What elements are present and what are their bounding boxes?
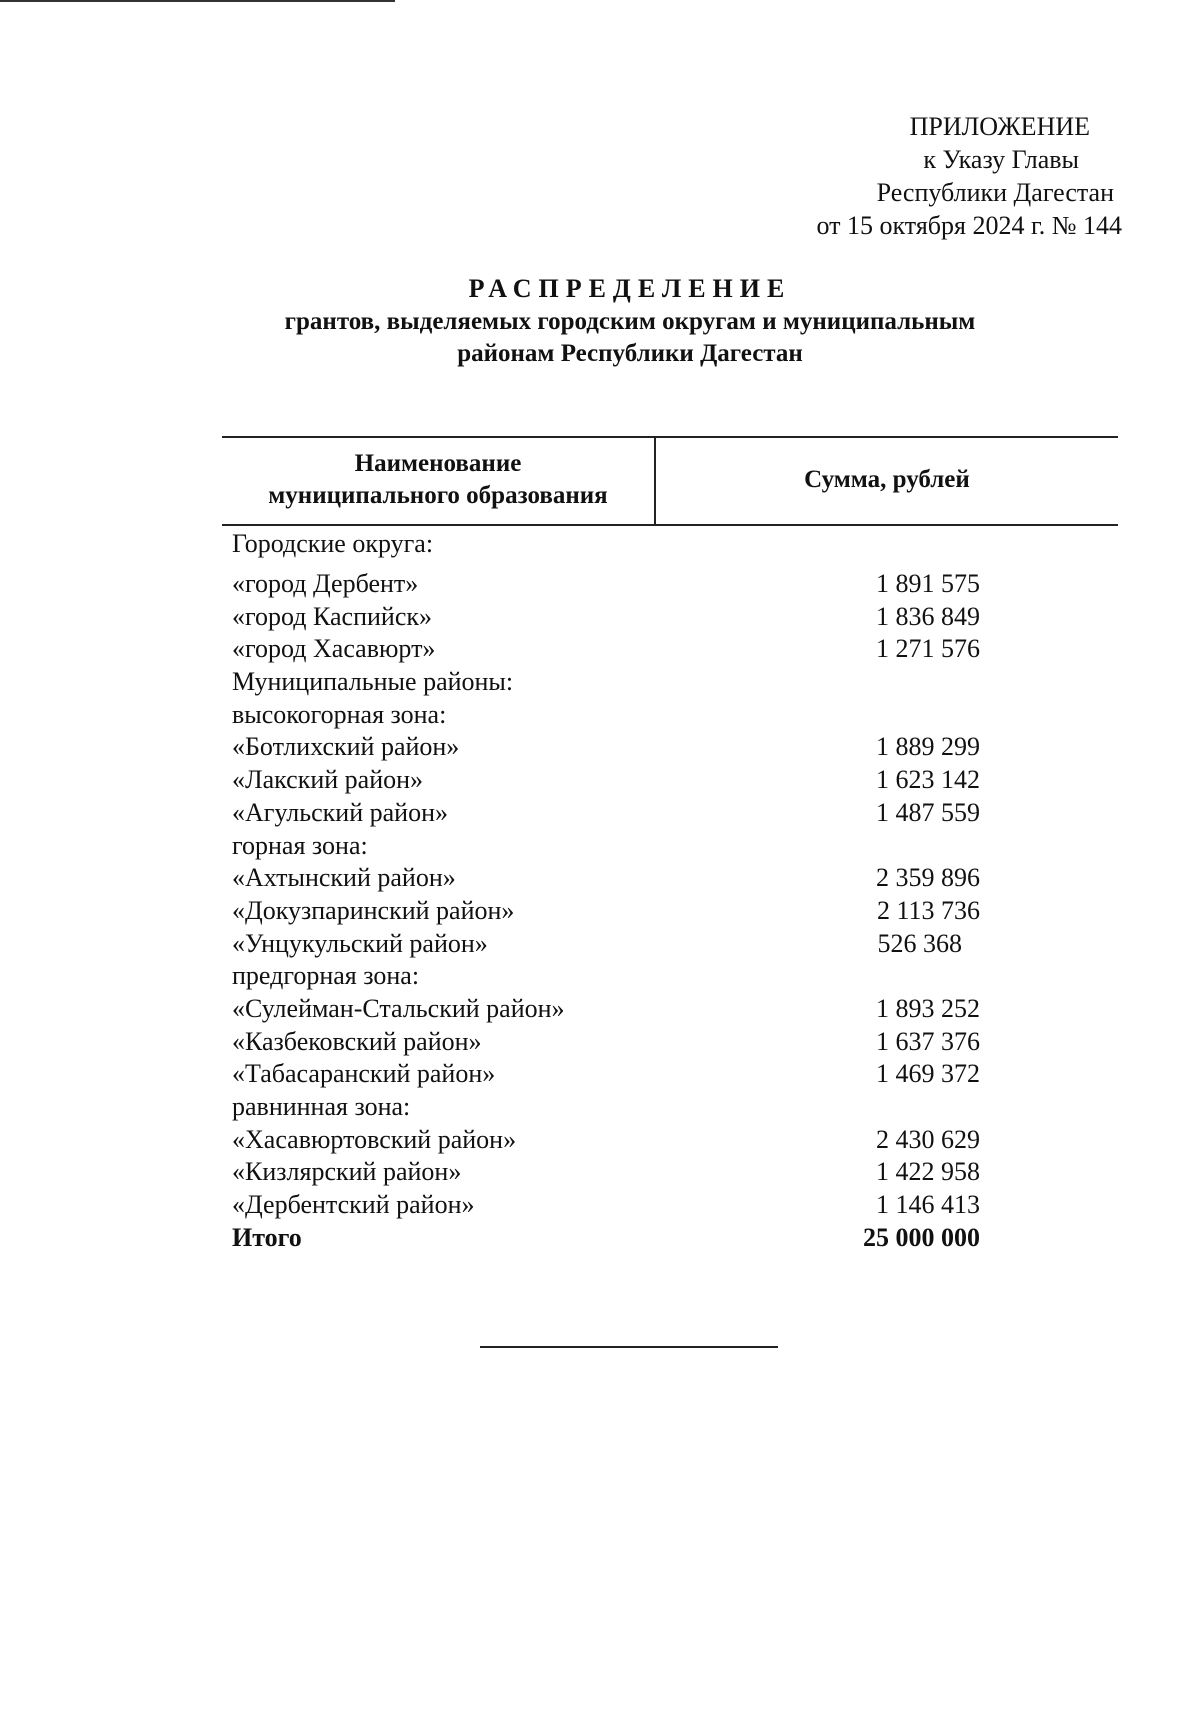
attachment-decree: к Указу Главы	[923, 145, 1079, 174]
table-row	[222, 666, 1118, 699]
table-body	[222, 528, 1118, 1254]
table-row	[222, 568, 1118, 601]
table-row	[222, 731, 1118, 764]
row-value: 1 271 576	[876, 634, 980, 664]
row-name: горная зона:	[232, 830, 368, 860]
row-value: 526 368	[877, 928, 962, 958]
table-total-row	[222, 1222, 1118, 1255]
row-name: Городские округа:	[232, 529, 434, 558]
row-name: Муниципальные районы:	[232, 667, 514, 697]
total-value: 25 000 000	[863, 1222, 980, 1252]
row-name: «город Хасавюрт»	[232, 634, 436, 664]
row-name: «Хасавюртовский район»	[232, 1124, 517, 1154]
title-subtitle-line1: грантов, выделяемых городским округам и муниципальным	[284, 308, 976, 335]
row-value: 1 893 252	[876, 993, 980, 1023]
grants-table	[222, 436, 1118, 1252]
column-header-sum: Сумма, рублей	[804, 466, 970, 493]
title-subtitle-line2: районам Республики Дагестан	[457, 340, 803, 367]
row-value: 1 469 372	[876, 1059, 980, 1089]
row-name: предгорная зона:	[232, 961, 420, 991]
table-row	[222, 699, 1118, 732]
attachment-header	[662, 110, 1122, 242]
row-name: «Дербентский район»	[232, 1190, 475, 1220]
row-name: «город Каспийск»	[232, 601, 432, 631]
column-header-name	[222, 448, 654, 512]
table-row	[222, 1058, 1118, 1091]
row-value: 2 359 896	[876, 863, 980, 893]
document-title	[150, 272, 1110, 370]
row-value: 1 623 142	[876, 765, 980, 795]
column-header-name-line1: Наименование	[354, 450, 522, 477]
table-row	[222, 1026, 1118, 1059]
row-value: 1 891 575	[876, 569, 980, 598]
row-name: «Агульский район»	[232, 797, 448, 827]
table-row	[222, 928, 1118, 961]
row-name: высокогорная зона:	[232, 699, 447, 729]
table-row	[222, 993, 1118, 1026]
total-label: Итого	[232, 1222, 302, 1252]
row-name: «Казбековский район»	[232, 1026, 482, 1056]
table-row	[222, 601, 1118, 634]
row-value: 1 422 958	[876, 1157, 980, 1187]
attachment-republic: Республики Дагестан	[876, 178, 1114, 207]
row-name: «Унцукульский район»	[232, 928, 488, 958]
row-name: «Табасаранский район»	[232, 1059, 496, 1089]
table-row	[222, 960, 1118, 993]
title-main: РАСПРЕДЕЛЕНИЕ	[468, 274, 792, 303]
row-value: 1 487 559	[876, 797, 980, 827]
row-value: 1 637 376	[876, 1026, 980, 1056]
row-name: «Ботлихский район»	[232, 732, 460, 762]
table-row	[222, 797, 1118, 830]
table-row	[222, 633, 1118, 666]
table-header	[222, 436, 1118, 526]
table-row	[222, 830, 1118, 863]
row-value: 2 113 736	[876, 895, 980, 925]
table-row	[222, 528, 1118, 568]
table-row	[222, 895, 1118, 928]
column-header-name-line2: муниципального образования	[268, 482, 608, 509]
row-name: «Докузпаринский район»	[232, 895, 515, 925]
row-value: 1 889 299	[876, 732, 980, 762]
row-name: «город Дербент»	[232, 569, 419, 598]
attachment-title: ПРИЛОЖЕНИЕ	[909, 112, 1090, 141]
closing-separator-line	[480, 1346, 778, 1348]
table-row	[222, 862, 1118, 895]
row-name: «Кизлярский район»	[232, 1157, 462, 1187]
table-row	[222, 1156, 1118, 1189]
attachment-date-number: от 15 октября 2024 г. № 144	[816, 211, 1122, 240]
top-edge-line	[0, 0, 395, 2]
row-value: 2 430 629	[876, 1124, 980, 1154]
table-row	[222, 764, 1118, 797]
row-name: равнинная зона:	[232, 1092, 411, 1121]
table-row	[222, 1189, 1118, 1222]
row-name: «Сулейман-Стальский район»	[232, 993, 565, 1023]
row-name: «Лакский район»	[232, 765, 424, 795]
row-value: 1 836 849	[876, 601, 980, 631]
table-row	[222, 1124, 1118, 1157]
row-value: 1 146 413	[876, 1190, 980, 1220]
row-name: «Ахтынский район»	[232, 863, 456, 893]
table-row	[222, 1091, 1118, 1124]
